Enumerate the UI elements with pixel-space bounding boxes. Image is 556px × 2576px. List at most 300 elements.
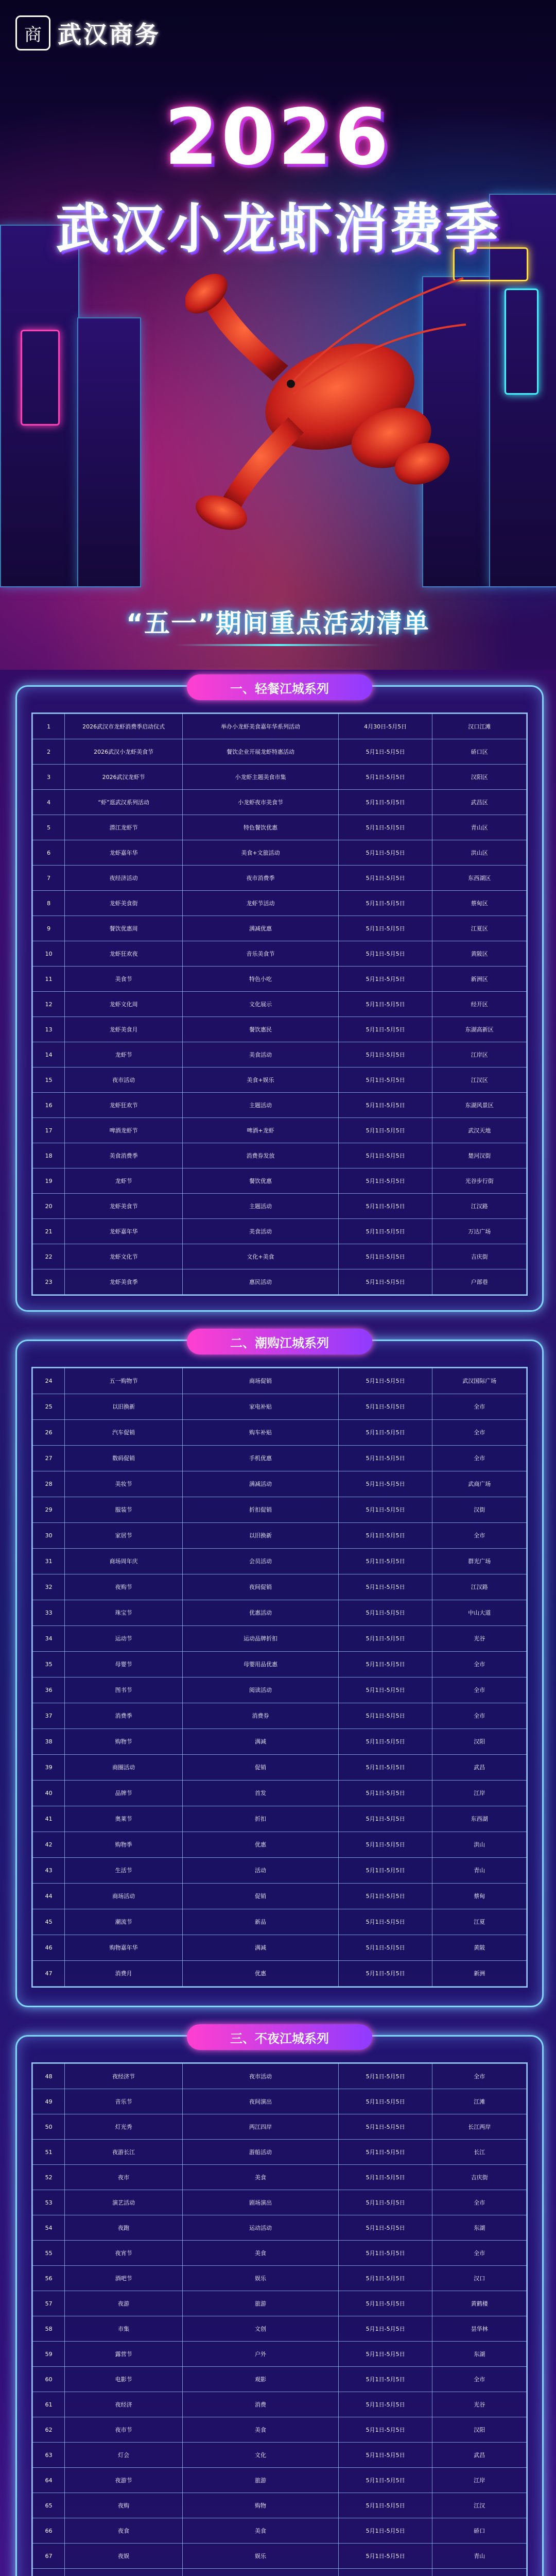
row-number: 41	[33, 1806, 65, 1832]
row-number: 34	[33, 1626, 65, 1652]
activity-date: 5月1日-5月5日	[338, 840, 432, 866]
table-row	[33, 2266, 527, 2291]
activity-name: 夜经济节	[65, 2064, 183, 2089]
activity-content: 购物	[183, 2493, 339, 2518]
activity-name: 夜游节	[65, 2468, 183, 2493]
activity-date: 5月1日-5月5日	[338, 2215, 432, 2241]
activity-name: 2026武汉市龙虾消费季启动仪式	[65, 714, 183, 739]
activity-content: 手机优惠	[183, 1446, 339, 1471]
activity-name: 夜娱	[65, 2544, 183, 2569]
row-number: 29	[33, 1497, 65, 1523]
row-number: 66	[33, 2518, 65, 2544]
table-row	[33, 1194, 527, 1219]
activity-date: 5月1日-5月5日	[338, 1269, 432, 1295]
activity-date: 5月1日-5月5日	[338, 2544, 432, 2569]
activity-content: 夜间促销	[183, 1574, 339, 1600]
activity-name: 夜市节	[65, 2417, 183, 2443]
table-row	[33, 1394, 527, 1420]
activity-date: 5月1日-5月5日	[338, 1652, 432, 1677]
table-row	[33, 2544, 527, 2569]
brand-logo	[15, 15, 161, 50]
activity-date: 5月1日-5月5日	[338, 2190, 432, 2215]
activity-content: 游船活动	[183, 2140, 339, 2165]
table-row	[33, 1909, 527, 1935]
activity-name: 美食节	[65, 967, 183, 992]
table-row	[33, 1755, 527, 1781]
table-row	[33, 1093, 527, 1118]
activity-date: 5月1日-5月5日	[338, 2493, 432, 2518]
activity-location: 汉口	[432, 2266, 527, 2291]
activity-name: 品牌节	[65, 1781, 183, 1806]
activity-location: 光谷步行街	[432, 1168, 527, 1194]
neon-sign	[21, 330, 60, 426]
activity-location: 全市	[432, 2064, 527, 2089]
row-number: 56	[33, 2266, 65, 2291]
activity-name: 夜市	[65, 2165, 183, 2190]
activity-content	[183, 2569, 339, 2576]
activity-date: 5月1日-5月5日	[338, 1194, 432, 1219]
activity-content: 娱乐	[183, 2544, 339, 2569]
activity-name: 龙虾节	[65, 1168, 183, 1194]
activity-location: 全市	[432, 1652, 527, 1677]
activity-content: 阅读活动	[183, 1677, 339, 1703]
activity-location: 江汉路	[432, 1194, 527, 1219]
activity-location: 江汉路	[432, 1574, 527, 1600]
activity-date: 5月1日-5月5日	[338, 1935, 432, 1961]
activity-name: 夜游	[65, 2291, 183, 2316]
activity-date: 5月1日-5月5日	[338, 1549, 432, 1574]
activity-location: 全市	[432, 1446, 527, 1471]
activity-location: 全市	[432, 2241, 527, 2266]
table-row	[33, 941, 527, 967]
activity-content: 美食活动	[183, 1042, 339, 1067]
table-row	[33, 891, 527, 916]
activity-location: 江岸	[432, 2468, 527, 2493]
activity-content: 满减活动	[183, 1471, 339, 1497]
activity-date: 5月1日-5月5日	[338, 1626, 432, 1652]
activity-date: 5月1日-5月5日	[338, 1420, 432, 1446]
table-row	[33, 1884, 527, 1909]
activity-content: 两江四岸	[183, 2114, 339, 2140]
activity-date: 5月1日-5月5日	[338, 765, 432, 790]
hero-subtitle: “五一”期间重点活动清单	[126, 608, 430, 638]
activity-date	[338, 2569, 432, 2576]
activity-date: 5月1日-5月5日	[338, 1042, 432, 1067]
activity-table	[31, 2062, 528, 2576]
activity-content: 会员活动	[183, 1549, 339, 1574]
activity-content: 折扣促销	[183, 1497, 339, 1523]
row-number: 7	[33, 866, 65, 891]
activity-content: 消费券	[183, 1703, 339, 1729]
activity-name: 潜江龙虾节	[65, 815, 183, 840]
activity-date: 5月1日-5月5日	[338, 866, 432, 891]
activity-location: 江滩	[432, 2089, 527, 2114]
activity-content: 美食	[183, 2518, 339, 2544]
activity-name: 生活节	[65, 1858, 183, 1884]
activity-name: 龙虾美食季	[65, 1269, 183, 1295]
activity-content: 特色餐饮优惠	[183, 815, 339, 840]
row-number: 32	[33, 1574, 65, 1600]
activity-date: 5月1日-5月5日	[338, 1118, 432, 1143]
activity-location: 黄鹤楼	[432, 2291, 527, 2316]
activity-location: 武昌	[432, 2443, 527, 2468]
activity-content: 主题活动	[183, 1194, 339, 1219]
activity-name: “虾”逛武汉系列活动	[65, 790, 183, 815]
activity-location: 全市	[432, 1394, 527, 1420]
row-number: 28	[33, 1471, 65, 1497]
activity-name: 2026武汉龙虾节	[65, 765, 183, 790]
activity-date: 5月1日-5月5日	[338, 992, 432, 1017]
row-number: 36	[33, 1677, 65, 1703]
activity-location: 光谷	[432, 2392, 527, 2417]
activity-content: 夜市活动	[183, 2064, 339, 2089]
row-number: 18	[33, 1143, 65, 1168]
row-number: 44	[33, 1884, 65, 1909]
activity-date: 5月1日-5月5日	[338, 1471, 432, 1497]
activity-date: 5月1日-5月5日	[338, 2518, 432, 2544]
neon-sign	[505, 289, 538, 395]
activity-location: 全市	[432, 1703, 527, 1729]
table-row	[33, 1729, 527, 1755]
activity-date: 5月1日-5月5日	[338, 1017, 432, 1042]
table-row	[33, 2215, 527, 2241]
activity-content: 文创	[183, 2316, 339, 2342]
activity-date: 5月1日-5月5日	[338, 2165, 432, 2190]
activity-name: 夜购	[65, 2493, 183, 2518]
activity-date: 5月1日-5月5日	[338, 1884, 432, 1909]
activity-location: 全市	[432, 2367, 527, 2392]
activity-content: 促销	[183, 1755, 339, 1781]
row-number: 26	[33, 1420, 65, 1446]
activity-content: 运动品牌折扣	[183, 1626, 339, 1652]
table-row	[33, 1781, 527, 1806]
activity-content: 美食+文旅活动	[183, 840, 339, 866]
activity-name: 五一购物节	[65, 1368, 183, 1394]
activity-name: 运动节	[65, 1626, 183, 1652]
activity-name: 美食消费季	[65, 1143, 183, 1168]
activity-location: 武汉国际广场	[432, 1368, 527, 1394]
activity-location: 楚河汉街	[432, 1143, 527, 1168]
activity-location: 青山	[432, 1858, 527, 1884]
activity-name: 母婴节	[65, 1652, 183, 1677]
activity-date: 5月1日-5月5日	[338, 2089, 432, 2114]
activity-date: 5月1日-5月5日	[338, 815, 432, 840]
activity-date: 5月1日-5月5日	[338, 1677, 432, 1703]
subtitle-underline	[175, 644, 381, 646]
activity-content: 首发	[183, 1781, 339, 1806]
table-row	[33, 2114, 527, 2140]
row-number: 3	[33, 765, 65, 790]
activity-date: 5月1日-5月5日	[338, 1574, 432, 1600]
activity-date: 5月1日-5月5日	[338, 941, 432, 967]
activity-content: 主题活动	[183, 1093, 339, 1118]
row-number	[33, 2569, 65, 2576]
row-number: 58	[33, 2316, 65, 2342]
table-row	[33, 1858, 527, 1884]
activity-content: 优惠	[183, 1832, 339, 1858]
activity-content: 折扣	[183, 1806, 339, 1832]
row-number: 24	[33, 1368, 65, 1394]
activity-name: 消费季	[65, 1703, 183, 1729]
table-row	[33, 1652, 527, 1677]
row-number: 62	[33, 2417, 65, 2443]
activity-date: 5月1日-5月5日	[338, 967, 432, 992]
activity-date: 5月1日-5月5日	[338, 1961, 432, 1987]
activity-content: 优惠	[183, 1961, 339, 1987]
activity-content: 啤酒+龙虾	[183, 1118, 339, 1143]
row-number: 60	[33, 2367, 65, 2392]
row-number: 12	[33, 992, 65, 1017]
activity-location: 汉阳	[432, 2417, 527, 2443]
row-number: 21	[33, 1219, 65, 1244]
section-title: 二、潮购江城系列	[187, 1329, 372, 1354]
row-number: 8	[33, 891, 65, 916]
activity-location: 吉庆街	[432, 1244, 527, 1269]
table-row	[33, 1017, 527, 1042]
activity-location: 江汉区	[432, 1067, 527, 1093]
row-number: 16	[33, 1093, 65, 1118]
row-number: 19	[33, 1168, 65, 1194]
table-row	[33, 765, 527, 790]
activity-content: 文化	[183, 2443, 339, 2468]
activity-location: 黄陂区	[432, 941, 527, 967]
activity-location: 万达广场	[432, 1219, 527, 1244]
activity-name: 奥莱节	[65, 1806, 183, 1832]
activity-location: 长江	[432, 2140, 527, 2165]
activity-date: 5月1日-5月5日	[338, 2367, 432, 2392]
table-row	[33, 2417, 527, 2443]
activity-name: 龙虾美食月	[65, 1017, 183, 1042]
activity-content: 旅游	[183, 2291, 339, 2316]
row-number: 51	[33, 2140, 65, 2165]
activity-date: 5月1日-5月5日	[338, 1168, 432, 1194]
activity-location: 汉阳区	[432, 765, 527, 790]
table-row	[33, 1935, 527, 1961]
activity-content: 餐饮企业开展龙虾特惠活动	[183, 739, 339, 765]
activity-date: 5月1日-5月5日	[338, 1858, 432, 1884]
row-number: 25	[33, 1394, 65, 1420]
table-row	[33, 1806, 527, 1832]
activity-location: 中山大道	[432, 1600, 527, 1626]
table-row	[33, 1961, 527, 1987]
table-row	[33, 992, 527, 1017]
section-panel	[15, 2031, 544, 2576]
activity-name: 商场活动	[65, 1884, 183, 1909]
table-row	[33, 739, 527, 765]
activity-name: 露营节	[65, 2342, 183, 2367]
activity-location: 吉庆街	[432, 2165, 527, 2190]
activity-date: 5月1日-5月5日	[338, 2342, 432, 2367]
activity-location: 硚口	[432, 2518, 527, 2544]
row-number: 11	[33, 967, 65, 992]
activity-content: 消费	[183, 2392, 339, 2417]
activity-content: 娱乐	[183, 2266, 339, 2291]
activity-name	[65, 2569, 183, 2576]
activity-location: 武商广场	[432, 1471, 527, 1497]
activity-location: 东西湖	[432, 1806, 527, 1832]
activity-name: 珠宝节	[65, 1600, 183, 1626]
activity-name: 龙虾美食节	[65, 1194, 183, 1219]
activity-location: 长江两岸	[432, 2114, 527, 2140]
table-row	[33, 1067, 527, 1093]
activity-content: 旅游	[183, 2468, 339, 2493]
row-number: 54	[33, 2215, 65, 2241]
activity-date: 5月1日-5月5日	[338, 2140, 432, 2165]
activity-content: 观影	[183, 2367, 339, 2392]
activity-name: 音乐节	[65, 2089, 183, 2114]
row-number: 30	[33, 1523, 65, 1549]
activity-location: 洪山	[432, 1832, 527, 1858]
activity-date: 5月1日-5月5日	[338, 2468, 432, 2493]
row-number: 22	[33, 1244, 65, 1269]
activity-date: 5月1日-5月5日	[338, 1244, 432, 1269]
activity-name: 服装节	[65, 1497, 183, 1523]
activity-content: 满减优惠	[183, 916, 339, 941]
activity-date: 5月1日-5月5日	[338, 739, 432, 765]
activity-date: 5月1日-5月5日	[338, 1523, 432, 1549]
activity-name: 消费月	[65, 1961, 183, 1987]
activity-date: 5月1日-5月5日	[338, 891, 432, 916]
hero-banner	[0, 0, 556, 670]
activity-location: 汉口江滩	[432, 714, 527, 739]
activity-location: 全市	[432, 2190, 527, 2215]
activity-location: 东湖	[432, 2342, 527, 2367]
activity-location: 蔡甸	[432, 1884, 527, 1909]
table-row	[33, 1574, 527, 1600]
table-row	[33, 714, 527, 739]
activity-date: 5月1日-5月5日	[338, 1729, 432, 1755]
activity-date: 5月1日-5月5日	[338, 1143, 432, 1168]
activity-content: 母婴用品优惠	[183, 1652, 339, 1677]
table-row	[33, 1703, 527, 1729]
table-row	[33, 2392, 527, 2417]
section-title: 三、不夜江城系列	[187, 2024, 372, 2050]
activity-location: 汉街	[432, 1497, 527, 1523]
activity-content: 小龙虾主题美食市集	[183, 765, 339, 790]
activity-name: 龙虾狂欢节	[65, 1093, 183, 1118]
table-row	[33, 2518, 527, 2544]
table-row	[33, 1118, 527, 1143]
activity-name: 潮流节	[65, 1909, 183, 1935]
activity-date: 5月1日-5月5日	[338, 790, 432, 815]
activity-name: 灯光秀	[65, 2114, 183, 2140]
activity-content: 音乐美食节	[183, 941, 339, 967]
row-number: 14	[33, 1042, 65, 1067]
activity-date: 5月1日-5月5日	[338, 2392, 432, 2417]
row-number: 48	[33, 2064, 65, 2089]
row-number: 64	[33, 2468, 65, 2493]
activity-date: 5月1日-5月5日	[338, 1806, 432, 1832]
section-panel	[15, 1335, 544, 2007]
row-number: 43	[33, 1858, 65, 1884]
activity-content: 购车补贴	[183, 1420, 339, 1446]
table-row	[33, 967, 527, 992]
activity-content: 商场促销	[183, 1368, 339, 1394]
table-row	[33, 866, 527, 891]
table-row	[33, 1168, 527, 1194]
activity-name: 龙虾节	[65, 1042, 183, 1067]
activity-date: 5月1日-5月5日	[338, 1368, 432, 1394]
row-number: 6	[33, 840, 65, 866]
activity-date: 5月1日-5月5日	[338, 1446, 432, 1471]
row-number: 9	[33, 916, 65, 941]
activity-name: 酒吧节	[65, 2266, 183, 2291]
activity-date: 5月1日-5月5日	[338, 2064, 432, 2089]
activity-name: 购物嘉年华	[65, 1935, 183, 1961]
activity-content: 优惠活动	[183, 1600, 339, 1626]
activity-content: 活动	[183, 1858, 339, 1884]
activity-location: 江岸	[432, 1781, 527, 1806]
row-number: 40	[33, 1781, 65, 1806]
table-row	[33, 815, 527, 840]
activity-date: 5月1日-5月5日	[338, 1755, 432, 1781]
activity-table	[31, 713, 528, 1296]
activity-name: 夜宵节	[65, 2241, 183, 2266]
activity-location: 东西湖区	[432, 866, 527, 891]
row-number: 53	[33, 2190, 65, 2215]
row-number: 49	[33, 2089, 65, 2114]
activity-location: 江岸区	[432, 1042, 527, 1067]
activity-date: 5月1日-5月5日	[338, 2417, 432, 2443]
activity-content: 特色小吃	[183, 967, 339, 992]
activity-location: 硚口区	[432, 739, 527, 765]
row-number: 20	[33, 1194, 65, 1219]
table-row	[33, 1626, 527, 1652]
activity-location: 武昌	[432, 1755, 527, 1781]
activity-date: 5月1日-5月5日	[338, 1600, 432, 1626]
table-row	[33, 1600, 527, 1626]
activity-date: 5月1日-5月5日	[338, 1909, 432, 1935]
activity-name: 龙虾美食街	[65, 891, 183, 916]
activity-date: 5月1日-5月5日	[338, 2316, 432, 2342]
brand-name: 武汉商务	[58, 21, 161, 48]
row-number: 10	[33, 941, 65, 967]
row-number: 17	[33, 1118, 65, 1143]
activity-name: 灯会	[65, 2443, 183, 2468]
section-panel	[15, 681, 544, 1312]
table-row	[33, 1368, 527, 1394]
activity-date: 5月1日-5月5日	[338, 2241, 432, 2266]
activity-location: 东湖高新区	[432, 1017, 527, 1042]
activity-date: 5月1日-5月5日	[338, 1067, 432, 1093]
activity-name: 图书节	[65, 1677, 183, 1703]
activity-location: 群光广场	[432, 1549, 527, 1574]
activity-location: 全市	[432, 1523, 527, 1549]
activity-content: 龙虾节活动	[183, 891, 339, 916]
row-number: 55	[33, 2241, 65, 2266]
row-number: 42	[33, 1832, 65, 1858]
activity-content: 消费券发放	[183, 1143, 339, 1168]
activity-name: 龙虾嘉年华	[65, 840, 183, 866]
row-number: 4	[33, 790, 65, 815]
activity-name: 龙虾狂欢夜	[65, 941, 183, 967]
activity-content: 户外	[183, 2342, 339, 2367]
activity-name: 啤酒龙虾节	[65, 1118, 183, 1143]
activity-content: 新品	[183, 1909, 339, 1935]
row-number: 59	[33, 2342, 65, 2367]
table-row	[33, 1143, 527, 1168]
table-row	[33, 1042, 527, 1067]
table-row	[33, 1677, 527, 1703]
activity-content: 促销	[183, 1884, 339, 1909]
activity-date: 5月1日-5月5日	[338, 1394, 432, 1420]
activity-name: 市集	[65, 2316, 183, 2342]
activity-location: 蔡甸区	[432, 891, 527, 916]
activity-content: 文化展示	[183, 992, 339, 1017]
section-title: 一、轻餐江城系列	[187, 674, 372, 700]
activity-location: 昙华林	[432, 2316, 527, 2342]
table-row	[33, 2367, 527, 2392]
